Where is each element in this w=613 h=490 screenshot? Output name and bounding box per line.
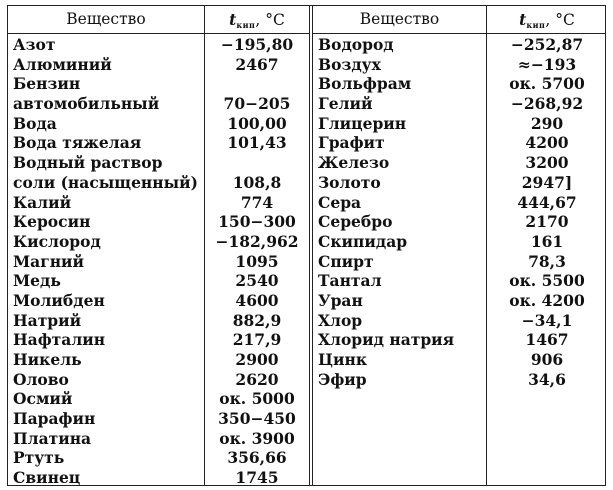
substance-name: Ртуть: [13, 448, 65, 468]
table-row: [313, 291, 605, 311]
boiling-temp-value: 217,9: [232, 330, 282, 350]
table-row: [313, 114, 605, 134]
boiling-temp-value: −34,1: [521, 310, 573, 330]
header-boiling-temp: $t_{кип}$, °C: [519, 10, 575, 30]
boiling-temp-value: 161: [530, 231, 564, 251]
substance-name: Свинец: [13, 468, 81, 488]
substance-name: Керосин: [13, 212, 91, 232]
boiling-temp-value: −195,80: [220, 35, 294, 54]
table-header-right: [313, 6, 605, 34]
substance-name: Железо: [318, 153, 390, 173]
boiling-temp-value: ок. 4200: [509, 290, 585, 310]
table-row: [8, 193, 310, 213]
table-row: [313, 133, 605, 153]
table-body-left: [8, 35, 310, 488]
boiling-temp-value: ок. 5500: [509, 271, 585, 291]
table-row: [8, 252, 310, 272]
substance-name: Водный раствор: [13, 153, 163, 173]
table-right-half: [312, 6, 605, 485]
boiling-temp-value: 2900: [235, 350, 279, 369]
boiling-temp-value: ок. 5700: [509, 74, 585, 94]
boiling-temp-value: 1745: [235, 468, 279, 488]
substance-name: Глицерин: [318, 113, 407, 133]
boiling-temp-value: 1095: [235, 251, 279, 271]
substance-name: Кислород: [13, 231, 101, 251]
substance-name: соли (насыщенный): [13, 172, 198, 192]
table-row: [8, 409, 310, 429]
substance-name: Скипидар: [318, 231, 408, 251]
substance-name: Бензин: [13, 74, 81, 94]
substance-name: Графит: [318, 133, 385, 153]
substance-name: Уран: [318, 290, 363, 310]
substance-name: Вода тяжелая: [13, 133, 142, 153]
table-row: [313, 173, 605, 193]
header-substance: Вещество: [66, 10, 146, 28]
boiling-temp-value: 882,9: [232, 310, 282, 330]
table-row: [313, 193, 605, 213]
substance-name: Сера: [318, 192, 362, 212]
table-left-half: [8, 6, 310, 488]
substance-name: Магний: [13, 251, 85, 271]
substance-name: Никель: [13, 350, 82, 369]
table-body-right: [313, 35, 605, 389]
substance-name: Молибден: [13, 290, 105, 310]
table-row: [313, 212, 605, 232]
table-row: [8, 35, 310, 55]
boiling-temp-value: 150−300: [218, 212, 296, 232]
double-divider: [309, 6, 310, 485]
boiling-temp-value: −268,92: [510, 94, 584, 114]
table-header-left: [8, 6, 310, 34]
table-row: [8, 389, 310, 409]
table-row: [8, 114, 310, 134]
table-row: [8, 370, 310, 390]
substance-name: Осмий: [13, 389, 73, 409]
substance-name: Золото: [318, 172, 381, 192]
table-row: [8, 74, 310, 94]
boiling-temp-value: 2170: [525, 212, 569, 232]
substance-name: Алюминий: [13, 54, 112, 74]
table-row: [313, 55, 605, 75]
substance-name: Тантал: [318, 271, 382, 291]
boiling-temp-value: 34,6: [528, 369, 566, 389]
table-row: [8, 271, 310, 291]
boiling-temp-value: 774: [240, 192, 274, 212]
table-row: [8, 133, 310, 153]
boiling-temp-value: 444,67: [517, 192, 577, 212]
table-row: [313, 370, 605, 390]
header-substance: Вещество: [359, 10, 440, 28]
substance-name: Азот: [13, 35, 56, 54]
substance-name: Олово: [13, 369, 69, 389]
table-row: [8, 55, 310, 75]
substance-name: Хлорид натрия: [318, 330, 455, 350]
table-row: [313, 330, 605, 350]
substance-name: Нафталин: [13, 330, 106, 350]
boiling-temp-value: −182,962: [215, 231, 299, 251]
table-row: [313, 271, 605, 291]
table-row: [8, 232, 310, 252]
table-row: [8, 330, 310, 350]
table-row: [313, 252, 605, 272]
substance-name: Гелий: [318, 94, 373, 114]
substance-name: Медь: [13, 271, 61, 291]
table-row: [8, 468, 310, 488]
table-row: [8, 212, 310, 232]
boiling-temp-value: 350−450: [218, 409, 296, 429]
table-row: [8, 173, 310, 193]
substance-name: Цинк: [318, 350, 368, 369]
boiling-temp-value: ок. 5000: [219, 389, 295, 409]
boiling-temp-value: ≈−193: [517, 54, 577, 74]
boiling-temp-value: −252,87: [510, 35, 584, 54]
boiling-temp-value: 290: [530, 113, 564, 133]
table-row: [8, 448, 310, 468]
boiling-temp-value: 101,43: [227, 133, 287, 153]
substance-name: Хлор: [318, 310, 363, 330]
boiling-temp-value: 2540: [235, 271, 279, 291]
boiling-points-table: [7, 5, 606, 486]
table-row: [8, 429, 310, 449]
table-row: [313, 232, 605, 252]
substance-name: Спирт: [318, 251, 374, 271]
substance-name: Воздух: [318, 54, 381, 74]
boiling-temp-value: 3200: [525, 153, 569, 173]
substance-name: Эфир: [318, 369, 367, 389]
substance-name: Серебро: [318, 212, 393, 232]
header-boiling-temp: $t_{кип}$, °C: [229, 10, 285, 30]
table-row: [8, 350, 310, 370]
table-row: [313, 153, 605, 173]
substance-name: автомобильный: [13, 94, 160, 114]
table-row: [8, 94, 310, 114]
substance-name: Платина: [13, 428, 92, 448]
boiling-temp-value: 906: [530, 350, 564, 369]
table-row: [8, 311, 310, 331]
substance-name: Вольфрам: [318, 74, 412, 94]
boiling-temp-value: 78,3: [528, 251, 566, 271]
boiling-temp-value: 100,00: [227, 113, 287, 133]
table-row: [313, 35, 605, 55]
boiling-temp-value: 108,8: [232, 172, 282, 192]
table-row: [8, 291, 310, 311]
table-row: [313, 94, 605, 114]
table-row: [313, 350, 605, 370]
substance-name: Водород: [318, 35, 394, 54]
boiling-temp-value: 2467: [235, 54, 279, 74]
boiling-temp-value: ок. 3900: [219, 428, 295, 448]
table-row: [313, 311, 605, 331]
substance-name: Калий: [13, 192, 72, 212]
boiling-temp-value: 4600: [235, 290, 279, 310]
table-row: [313, 74, 605, 94]
boiling-temp-value: 70−205: [223, 94, 291, 114]
boiling-temp-value: 1467: [525, 330, 569, 350]
boiling-temp-value: 356,66: [227, 448, 287, 468]
substance-name: Вода: [13, 113, 57, 133]
table-row: [8, 153, 310, 173]
boiling-temp-value: 4200: [525, 133, 569, 153]
substance-name: Натрий: [13, 310, 82, 330]
boiling-temp-value: 2947]: [521, 172, 573, 192]
substance-name: Парафин: [13, 409, 96, 429]
boiling-temp-value: 2620: [235, 369, 279, 389]
